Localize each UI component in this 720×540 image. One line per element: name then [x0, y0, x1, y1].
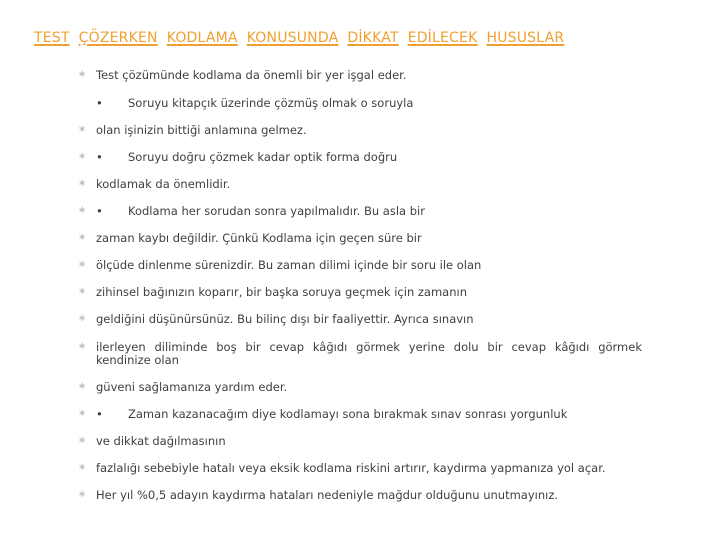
title-word: HUSUSLAR [486, 30, 565, 46]
sub-bullet-icon: • [96, 96, 103, 110]
list-item-text: Zaman kazanacağım diye kodlamayı sona bırakmak sınav sonrası yorgunluk [128, 407, 568, 421]
bullet-marker-icon: ∗ [78, 232, 87, 243]
list-item-text: olan işinizin bittiği anlamına gelmez. [96, 123, 307, 137]
list-item-text: güveni sağlamanıza yardım eder. [96, 380, 288, 394]
bullet-marker-icon: ∗ [78, 313, 87, 324]
list-item-text: ölçüde dinlenme sürenizdir. Bu zaman dilimi içinde bir soru ile olan [96, 258, 482, 272]
title-word: DİKKAT [347, 30, 399, 46]
bullet-marker-icon: ∗ [78, 124, 87, 135]
title-word: KONUSUNDA [246, 30, 339, 46]
bullet-marker-icon: ∗ [78, 489, 87, 500]
list-item-text: fazlalığı sebebiyle hatalı veya eksik kodlama riskini artırır, kaydırma yapmanıza yol açar. [96, 461, 606, 475]
bullet-marker-icon: ∗ [78, 381, 87, 392]
title-word: KODLAMA [166, 30, 238, 46]
bullet-marker-icon: ∗ [78, 205, 87, 216]
bullet-marker-icon: ∗ [78, 408, 87, 419]
slide-title [34, 30, 564, 46]
bullet-marker-icon: ∗ [78, 462, 87, 473]
sub-bullet-icon: • [96, 204, 103, 218]
bullet-marker-icon: ∗ [78, 435, 87, 446]
bullet-marker-icon: ∗ [78, 341, 87, 352]
bullet-marker-icon: ∗ [78, 178, 87, 189]
list-item-text: Soruyu kitapçık üzerinde çözmüş olmak o soruyla [128, 96, 414, 110]
sub-bullet-icon: • [96, 150, 103, 164]
bullet-marker-icon: ∗ [78, 69, 87, 80]
list-item-text: kendinize olan [96, 353, 179, 367]
bullet-marker-icon: ∗ [78, 286, 87, 297]
list-item-text: ilerleyen diliminde boş bir cevap kâğıdı görmek yerine dolu bir cevap kâğıdı görmek [96, 340, 642, 354]
list-item-text: Her yıl %0,5 adayın kaydırma hataları nedeniyle mağdur olduğunu unutmayınız. [96, 488, 559, 502]
bullet-marker-icon: ∗ [78, 259, 87, 270]
list-item-text: Kodlama her sorudan sonra yapılmalıdır. Bu asla bir [128, 204, 425, 218]
list-item-text: geldiğini düşünürsünüz. Bu bilinç dışı bir faaliyettir. Ayrıca sınavın [96, 312, 474, 326]
list-item-text: ve dikkat dağılmasının [96, 434, 226, 448]
list-item-text: Soruyu doğru çözmek kadar optik forma doğru [128, 150, 398, 164]
title-word: TEST [34, 30, 70, 46]
title-word: ÇÖZERKEN [78, 30, 158, 46]
list-item-text: zaman kaybı değildir. Çünkü Kodlama için geçen süre bir [96, 231, 422, 245]
list-item-text: kodlamak da önemlidir. [96, 177, 231, 191]
list-item-text: zihinsel bağınızın koparır, bir başka soruya geçmek için zamanın [96, 285, 467, 299]
title-word: EDİLECEK [407, 30, 478, 46]
bullet-marker-icon: ∗ [78, 151, 87, 162]
sub-bullet-icon: • [96, 407, 103, 421]
list-item-text: Test çözümünde kodlama da önemli bir yer işgal eder. [96, 68, 407, 82]
